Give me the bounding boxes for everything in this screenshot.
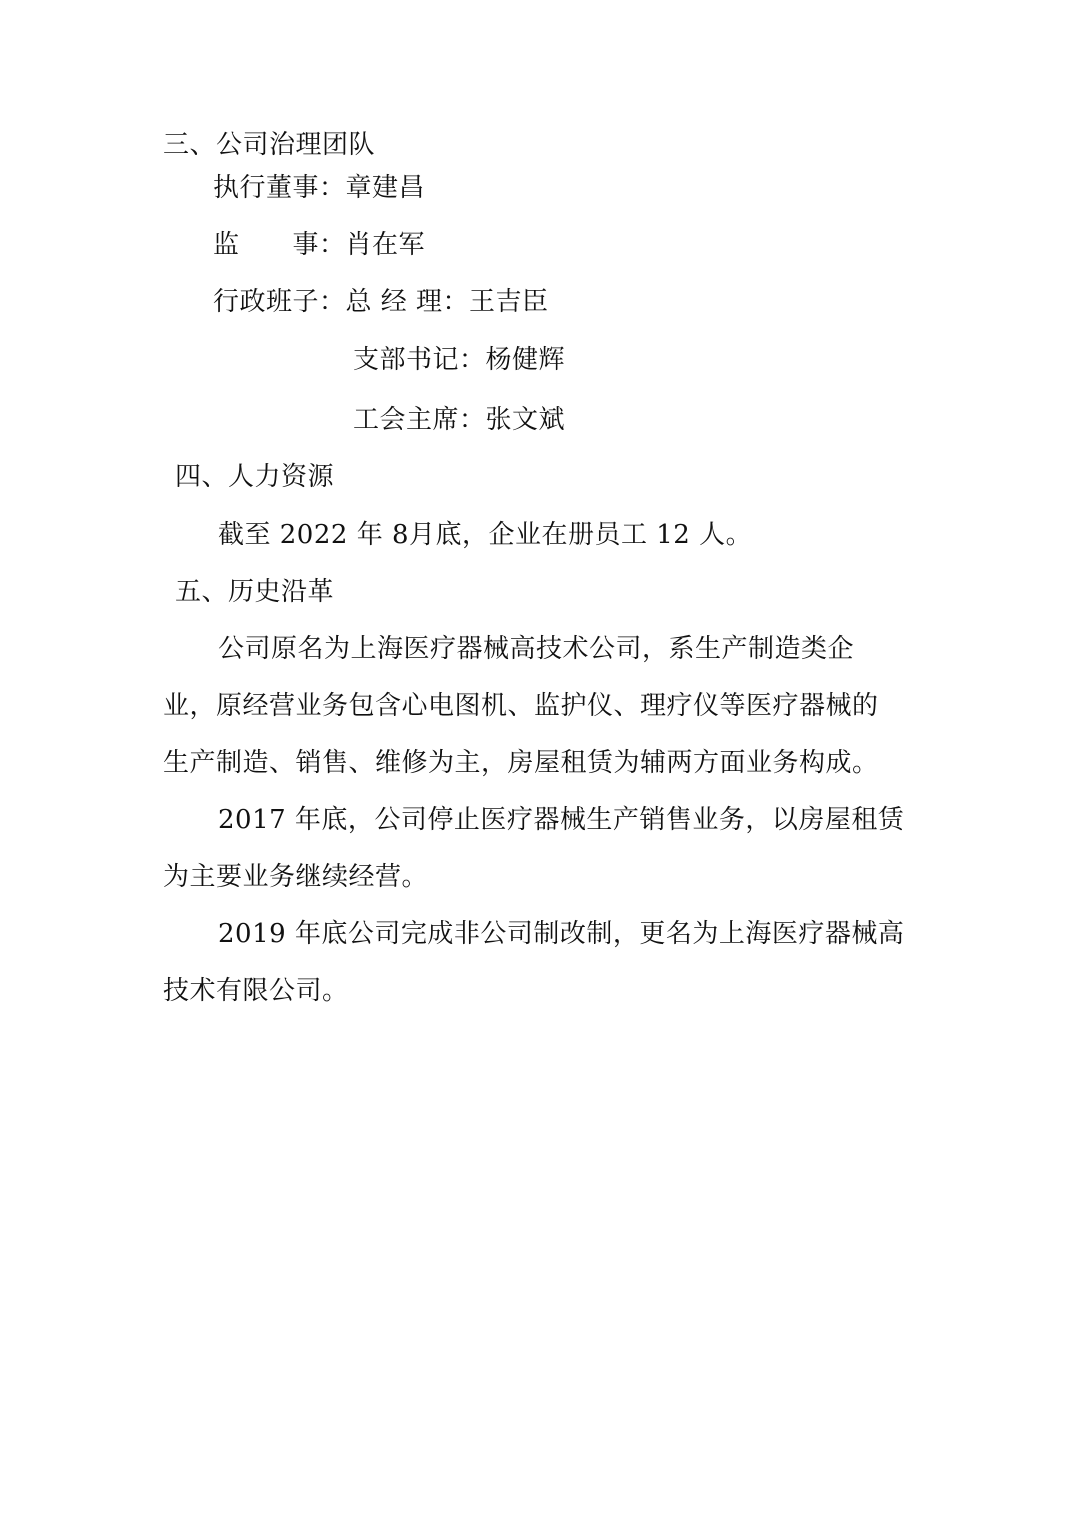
history-paragraph-1-line-3: 生产制造、销售、维修为主，房屋租赁为辅两方面业务构成。	[163, 748, 879, 778]
hr-text: 截至 2022 年 8月底，企业在册员工 12 人。	[218, 520, 753, 550]
history-paragraph-1-line-1: 公司原名为上海医疗器械高技术公司，系生产制造类企	[218, 634, 855, 664]
hr-heading: 四、人力资源	[175, 462, 335, 492]
governance-heading: 三、公司治理团队	[163, 130, 376, 160]
history-paragraph-3-line-2: 技术有限公司。	[163, 976, 349, 1006]
executive-director-line: 执行董事：章建昌	[213, 173, 426, 203]
party-secretary-line: 支部书记：杨健辉	[353, 345, 566, 375]
history-paragraph-3-line-1: 2019 年底公司完成非公司制改制，更名为上海医疗器械高	[218, 919, 905, 949]
union-chair-line: 工会主席：张文斌	[353, 405, 566, 435]
history-paragraph-2-line-1: 2017 年底，公司停止医疗器械生产销售业务，以房屋租赁	[218, 805, 905, 835]
history-paragraph-2-line-2: 为主要业务继续经营。	[163, 862, 429, 892]
general-manager-line: 行政班子：总 经 理：王吉臣	[213, 287, 549, 317]
history-heading: 五、历史沿革	[175, 577, 335, 607]
supervisor-line: 监 事：肖在军	[213, 230, 426, 260]
history-paragraph-1-line-2: 业，原经营业务包含心电图机、监护仪、理疗仪等医疗器械的	[163, 691, 879, 721]
